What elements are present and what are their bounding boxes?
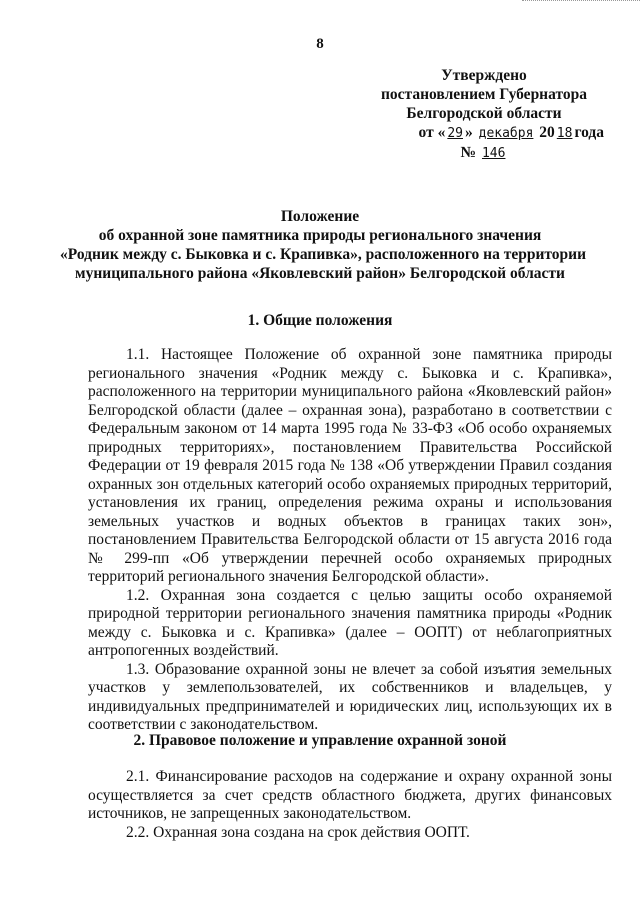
title-line-4: муниципального района «Яковлевский район» Белгородской области bbox=[75, 265, 565, 282]
approval-number bbox=[324, 143, 604, 163]
approval-line-1: Утверждено bbox=[441, 67, 527, 84]
document-number: 146 bbox=[481, 146, 506, 161]
approval-line-3: Белгородской области bbox=[406, 105, 562, 122]
section-2-body bbox=[88, 768, 612, 842]
number-prefix: № bbox=[460, 144, 477, 161]
approval-line-2: постановлением Губернатора bbox=[381, 86, 587, 103]
title-line-3: «Родник между с. Быковка и с. Крапивка», расположенного на территории bbox=[60, 246, 587, 263]
paragraph-2-2: 2.2. Охранная зона создана на срок действия ООПТ. bbox=[126, 823, 470, 841]
page-number: 8 bbox=[316, 36, 324, 52]
approval-date bbox=[324, 123, 604, 143]
title-line-2: об охранной зоне памятника природы регионального значения bbox=[98, 227, 542, 244]
document-title bbox=[60, 207, 587, 283]
paragraph-1-2: 1.2. Охранная зона создается с целью защиты особо охраняемой природной территории регионального значения памятника природы «Родник между с. Быковка и с. Крапивка» (далее – ООПТ) от неблагоприятных антропогенных воздействий. bbox=[88, 586, 612, 659]
approval-block bbox=[324, 66, 604, 163]
year-prefix: 20 bbox=[539, 124, 555, 141]
date-mid: » bbox=[465, 124, 473, 141]
section-1-body bbox=[88, 346, 612, 735]
title-line-1: Положение bbox=[280, 208, 360, 225]
year-suffix: года bbox=[574, 124, 604, 141]
paragraph-2-1: 2.1. Финансирование расходов на содержание и охрану охранной зоны осуществляется за счет средств областного бюджета, других финансовых источников, не запрещенных законодательством. bbox=[88, 768, 612, 822]
paragraph-1-1: 1.1. Настоящее Положение об охранной зоне памятника природы регионального значения «Родник между с. Быковка и с. Крапивка», расположенного на территории муниципального района «Яковлевский район» Белгородской области (далее – охранная зона), разработано в соответствии с Федеральным законом от 14 марта 1995 года № 33-ФЗ «Об особо охраняемых природных территориях», постановлением Правительства Российской Федерации от 19 февраля 2015 года № 138 «Об утверждении Правил создания охранных зон отдельных категорий особо охраняемых природных территорий, установления их границ, определения режима охраны и использования земельных участков и водных объектов в границах таких зон», постановлением Правительства Белгородской области от 15 августа 2016 года № 299-пп «Об утверждении перечней особо охраняемых природных территорий регионального значения Белгородской области». bbox=[88, 346, 612, 585]
date-month: декабря bbox=[478, 126, 534, 141]
date-year: 18 bbox=[556, 126, 573, 141]
date-prefix: от « bbox=[418, 124, 446, 141]
scan-artifact-line bbox=[522, 0, 640, 2]
section-1-heading: 1. Общие положения bbox=[247, 312, 393, 329]
paragraph-1-3: 1.3. Образование охранной зоны не влечет за собой изъятия земельных участков у землепользователей, их собственников и владельцев, у индивидуальных предпринимателей и юридических лиц, использующих их в соответствии с законодательством. bbox=[88, 660, 612, 733]
date-day: 29 bbox=[447, 126, 463, 141]
section-2-heading: 2. Правовое положение и управление охранной зоной bbox=[133, 732, 507, 749]
